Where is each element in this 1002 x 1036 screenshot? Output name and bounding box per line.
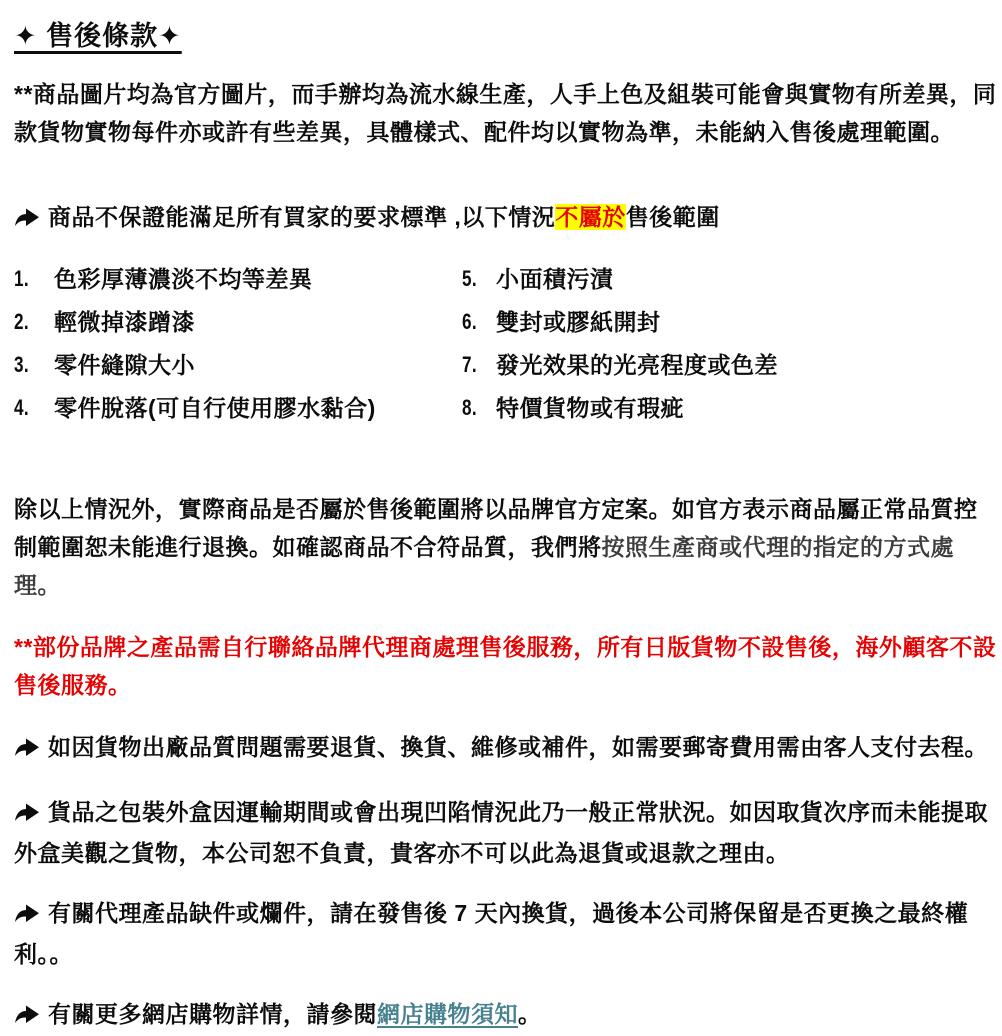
item-number: 5. xyxy=(462,266,478,291)
list-item xyxy=(14,307,462,337)
list-item xyxy=(14,393,462,423)
curved-right-arrow-icon xyxy=(14,796,41,834)
note-paragraph-packaging xyxy=(14,793,998,872)
item-number: 6. xyxy=(462,309,478,334)
policy-paragraph xyxy=(14,490,998,604)
item-number: 2. xyxy=(14,309,30,334)
item-number: 1. xyxy=(14,266,30,291)
note-text: 如因貨物出廠品質問題需要退貨、換貨、維修或補件，如需要郵寄費用需由客人支付去程。 xyxy=(48,734,988,760)
claim-pre: 商品不保證能滿足所有買家的要求標準 ,以下情況 xyxy=(48,204,556,230)
policy-emphasis: 按照生產商或代理的指定的方式處理。 xyxy=(14,534,954,598)
claim-post: 售後範圍 xyxy=(625,204,720,230)
footer-line xyxy=(14,995,998,1036)
item-text: 雙封或膠紙開封 xyxy=(496,309,661,335)
curved-right-arrow-icon xyxy=(14,204,41,236)
item-text: 色彩厚薄濃淡不均等差異 xyxy=(54,266,313,292)
item-text: 發光效果的光亮程度或色差 xyxy=(496,352,778,378)
shop-guide-link[interactable]: 網店購物須知 xyxy=(377,1001,518,1027)
list-item xyxy=(14,350,462,380)
item-text: 零件脫落(可自行使用膠水黏合) xyxy=(54,395,376,421)
list-item xyxy=(462,350,998,380)
curved-right-arrow-icon xyxy=(14,731,41,769)
footer-post: 。 xyxy=(518,1001,542,1027)
intro-paragraph: **商品圖片均為官方圖片，而手辦均為流水線生產，人手上色及組裝可能會與實物有所差異，同款貨物實物每件亦或許有些差異，具體樣式、配件均以實物為準，未能納入售後處理範圍。 xyxy=(14,81,997,145)
item-number: 7. xyxy=(462,352,478,377)
note-paragraph-exchange xyxy=(14,894,998,973)
note-text: 貨品之包裝外盒因運輸期間或會出現凹陷情況此乃一般正常狀況。如因取貨次序而未能提取外盒美觀之貨物，本公司恕不負責，貴客亦不可以此為退貨或退款之理由。 xyxy=(14,799,988,866)
exclusion-list-right xyxy=(462,264,998,436)
note-paragraph-shipping xyxy=(14,728,998,769)
item-text: 小面積污漬 xyxy=(496,266,614,292)
item-number: 8. xyxy=(462,395,478,420)
item-number: 3. xyxy=(14,352,30,377)
curved-right-arrow-icon xyxy=(14,998,41,1036)
exclusion-list-left xyxy=(14,264,462,436)
exclusion-list xyxy=(14,264,998,436)
policy-main: 除以上情況外，實際商品是否屬於售後範圍將以品牌官方定案。如官方表示商品屬正常品質控制範圍恕未能進行退換。如確認商品不合符品質，我們將 xyxy=(14,496,978,560)
item-number: 4. xyxy=(14,395,30,420)
list-item xyxy=(462,393,998,423)
claim-line xyxy=(14,201,998,236)
footer-pre: 有關更多網店購物詳情，請參閱 xyxy=(48,1001,377,1027)
curved-right-arrow-icon xyxy=(14,897,41,935)
list-item xyxy=(14,264,462,294)
note-text: 有關代理產品缺件或爛件，請在發售後 7 天內換貨，過後本公司將保留是否更換之最終權利。。 xyxy=(14,900,969,967)
red-notice-paragraph: **部份品牌之產品需自行聯絡品牌代理商處理售後服務，所有日版貨物不設售後，海外顧客不設售後服務。 xyxy=(14,634,997,698)
claim-highlight: 不屬於 xyxy=(555,204,626,230)
page-title: ✦ 售後條款✦ xyxy=(14,21,182,51)
list-item xyxy=(462,264,998,294)
item-text: 特價貨物或有瑕疵 xyxy=(496,395,684,421)
list-item xyxy=(462,307,998,337)
item-text: 輕微掉漆蹭漆 xyxy=(54,309,195,335)
item-text: 零件縫隙大小 xyxy=(54,352,195,378)
